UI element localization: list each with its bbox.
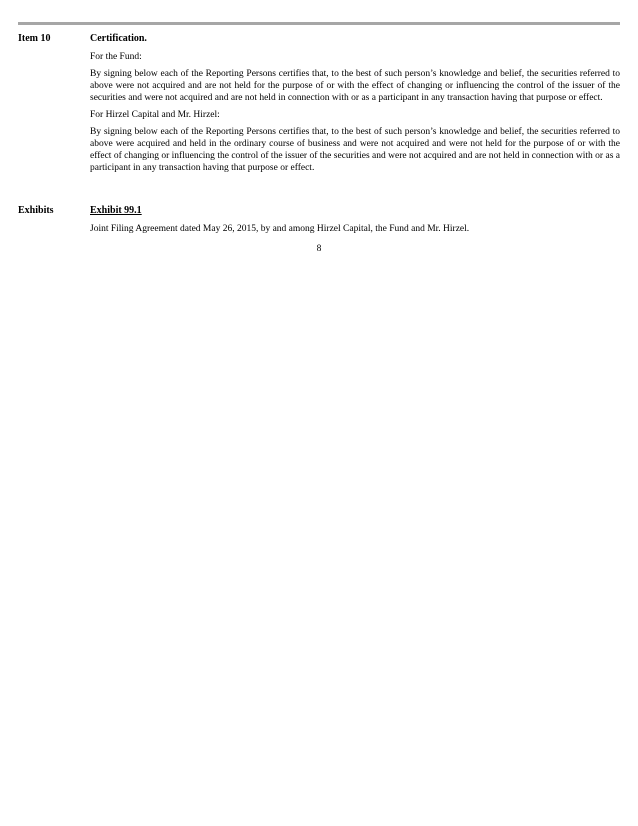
certification-heading: Certification. <box>90 33 147 44</box>
page-number: 8 <box>316 244 322 254</box>
exhibit-title: Exhibit 99.1 <box>90 205 142 216</box>
exhibits-body <box>90 205 620 240</box>
item-10-body <box>90 33 620 179</box>
fund-intro: For the Fund: <box>90 52 142 62</box>
hirzel-intro: For Hirzel Capital and Mr. Hirzel: <box>90 110 220 120</box>
exhibits-label: Exhibits <box>18 205 54 216</box>
exhibit-description: Joint Filing Agreement dated May 26, 2015, by and among Hirzel Capital, the Fund and Mr. Hirzel. <box>90 224 470 234</box>
fund-certification-text: By signing below each of the Reporting Persons certifies that, to the best of such person’s knowledge and belief, the securities referred to above were not acquired and are not held for the purpose of or with the effect of changing or influencing the control of the issuer of the securities and were not acquired and are not held in connection with or as a participant in any transaction having that purpose or effect. <box>90 69 620 103</box>
top-divider <box>18 22 620 25</box>
hirzel-certification-text: By signing below each of the Reporting Persons certifies that, to the best of such person’s knowledge and belief, the securities referred to above were acquired and held in the ordinary course of business and were not acquired and were not held for the purpose of or with the effect of changing or influencing the control of the issuer of the securities and were not acquired and are not held in connection with or as a participant in any transaction having that purpose or effect. <box>90 127 620 173</box>
item-10-label: Item 10 <box>18 33 51 44</box>
